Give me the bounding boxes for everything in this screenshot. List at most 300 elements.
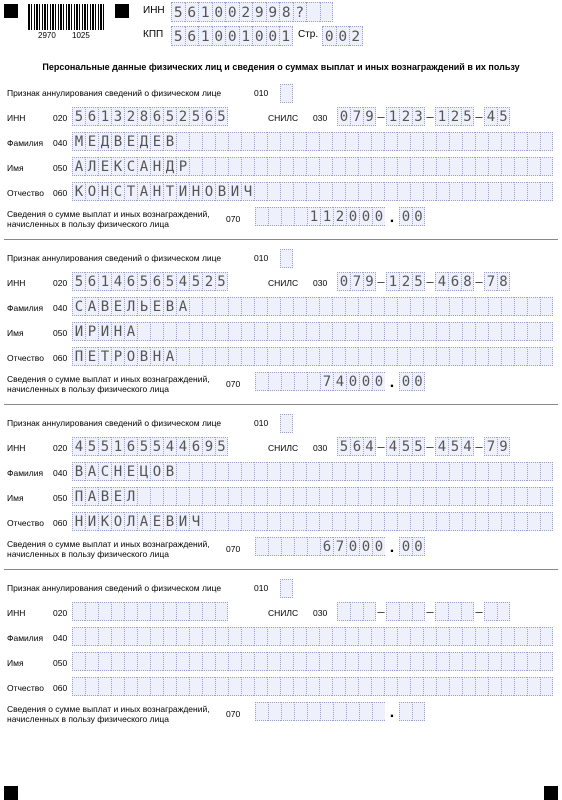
amount-label-line1: Сведения о сумме выплат и иных вознаграждений, xyxy=(7,374,210,384)
inn-label: ИНН xyxy=(7,608,26,618)
corner-marker-bottom-right xyxy=(544,786,558,800)
char-cell xyxy=(345,322,358,341)
char-cell: 4 xyxy=(435,272,448,291)
char-cell xyxy=(514,512,527,531)
char-cell xyxy=(163,677,176,696)
char-cell: 0 xyxy=(412,207,425,226)
char-cell: В xyxy=(111,132,124,151)
char-cell: И xyxy=(228,182,241,201)
char-cell: 0 xyxy=(346,372,359,391)
char-cell: 6 xyxy=(150,107,163,126)
char-cell xyxy=(462,182,475,201)
char-cell xyxy=(307,372,320,391)
char-cell xyxy=(345,512,358,531)
snils-dash: – xyxy=(377,274,385,289)
char-cell xyxy=(410,487,423,506)
char-cell xyxy=(163,652,176,671)
char-cell xyxy=(410,462,423,481)
char-cell xyxy=(85,677,98,696)
code-030: 030 xyxy=(313,443,328,453)
char-cell xyxy=(202,322,215,341)
char-cell xyxy=(501,512,514,531)
char-cell xyxy=(293,487,306,506)
char-cell xyxy=(85,602,98,621)
snils-group[interactable] xyxy=(386,437,425,456)
char-cell xyxy=(319,487,332,506)
char-cell xyxy=(384,512,397,531)
char-cell xyxy=(111,652,124,671)
char-cell xyxy=(241,627,254,646)
char-cell xyxy=(345,627,358,646)
char-cell xyxy=(397,182,410,201)
amount-label-line2: начисленных в пользу физического лица xyxy=(7,384,169,394)
char-cell xyxy=(189,462,202,481)
char-cell: И xyxy=(72,322,85,341)
char-cell xyxy=(345,652,358,671)
char-cell xyxy=(371,627,384,646)
char-cell xyxy=(540,627,553,646)
patronymic-field[interactable] xyxy=(72,512,553,531)
char-cell xyxy=(488,462,501,481)
snils-dash: – xyxy=(377,439,385,454)
char-cell: А xyxy=(72,157,85,176)
char-cell: 9 xyxy=(497,437,510,456)
char-cell: Е xyxy=(124,132,137,151)
char-cell xyxy=(475,487,488,506)
char-cell: 0 xyxy=(359,372,372,391)
section-divider xyxy=(4,239,558,240)
char-cell: Д xyxy=(163,157,176,176)
char-cell: Р xyxy=(111,347,124,366)
amount-fraction[interactable] xyxy=(399,372,425,391)
char-cell xyxy=(319,182,332,201)
char-cell xyxy=(281,372,294,391)
char-cell xyxy=(293,132,306,151)
char-cell xyxy=(228,652,241,671)
char-cell xyxy=(332,297,345,316)
char-cell: 0 xyxy=(322,26,336,46)
char-cell: 2 xyxy=(399,107,412,126)
char-cell xyxy=(163,487,176,506)
char-cell: Л xyxy=(124,487,137,506)
page-number-field[interactable] xyxy=(322,26,363,46)
snils-group[interactable] xyxy=(337,107,376,126)
snils-group[interactable] xyxy=(337,437,376,456)
char-cell xyxy=(384,297,397,316)
char-cell xyxy=(527,487,540,506)
char-cell xyxy=(319,627,332,646)
snils-field[interactable] xyxy=(337,602,510,621)
char-cell xyxy=(254,652,267,671)
code-050: 050 xyxy=(53,163,68,173)
char-cell xyxy=(228,627,241,646)
char-cell xyxy=(150,322,163,341)
name-field[interactable] xyxy=(72,322,553,341)
char-cell xyxy=(163,602,176,621)
char-cell xyxy=(319,652,332,671)
char-cell: 5 xyxy=(171,26,185,46)
char-cell: 0 xyxy=(372,537,385,556)
code-060: 060 xyxy=(53,188,68,198)
char-cell xyxy=(163,322,176,341)
char-cell: Ч xyxy=(189,512,202,531)
char-cell: 6 xyxy=(185,2,199,22)
char-cell: 2 xyxy=(239,2,253,22)
cancel-flag-field[interactable] xyxy=(280,84,293,103)
char-cell xyxy=(371,487,384,506)
surname-field[interactable] xyxy=(72,297,553,316)
char-cell xyxy=(176,677,189,696)
char-cell xyxy=(501,462,514,481)
char-cell xyxy=(475,512,488,531)
cancel-flag-label: Признак аннулирования сведений о физическом лице xyxy=(7,88,222,98)
char-cell xyxy=(436,677,449,696)
char-cell xyxy=(72,652,85,671)
code-060: 060 xyxy=(53,353,68,363)
char-cell xyxy=(384,487,397,506)
char-cell xyxy=(397,297,410,316)
section-divider xyxy=(4,569,558,570)
char-cell: М xyxy=(72,132,85,151)
code-030: 030 xyxy=(313,608,328,618)
char-cell xyxy=(358,132,371,151)
char-cell xyxy=(150,677,163,696)
patronymic-label: Отчество xyxy=(7,188,44,198)
char-cell xyxy=(241,347,254,366)
char-cell: 1 xyxy=(386,107,399,126)
snils-field[interactable] xyxy=(337,437,510,456)
char-cell: 0 xyxy=(372,372,385,391)
char-cell xyxy=(462,462,475,481)
char-cell xyxy=(267,157,280,176)
char-cell xyxy=(371,652,384,671)
snils-group[interactable] xyxy=(435,272,474,291)
code-040: 040 xyxy=(53,633,68,643)
char-cell xyxy=(176,322,189,341)
amount-fraction[interactable] xyxy=(399,537,425,556)
name-label: Имя xyxy=(7,658,24,668)
amount-field[interactable] xyxy=(255,702,425,721)
char-cell xyxy=(189,627,202,646)
char-cell xyxy=(462,157,475,176)
char-cell xyxy=(319,462,332,481)
char-cell xyxy=(527,677,540,696)
char-cell xyxy=(475,182,488,201)
char-cell: 5 xyxy=(215,272,228,291)
char-cell: 4 xyxy=(435,437,448,456)
char-cell: 9 xyxy=(266,2,280,22)
char-cell: 5 xyxy=(337,437,350,456)
char-cell xyxy=(215,322,228,341)
char-cell: А xyxy=(85,487,98,506)
char-cell xyxy=(150,627,163,646)
char-cell: С xyxy=(72,297,85,316)
char-cell xyxy=(176,347,189,366)
surname-field[interactable] xyxy=(72,132,553,151)
char-cell xyxy=(202,512,215,531)
code-020: 020 xyxy=(53,278,68,288)
char-cell xyxy=(488,487,501,506)
char-cell: ? xyxy=(293,2,307,22)
char-cell xyxy=(423,512,436,531)
char-cell xyxy=(176,132,189,151)
char-cell xyxy=(280,132,293,151)
char-cell xyxy=(228,157,241,176)
char-cell: А xyxy=(176,297,189,316)
char-cell xyxy=(436,487,449,506)
char-cell xyxy=(423,652,436,671)
char-cell xyxy=(410,297,423,316)
char-cell xyxy=(254,627,267,646)
char-cell xyxy=(358,627,371,646)
patronymic-field[interactable] xyxy=(72,347,553,366)
surname-label: Фамилия xyxy=(7,303,44,313)
name-field[interactable] xyxy=(72,652,553,671)
snils-group[interactable] xyxy=(435,602,474,621)
amount-fraction[interactable] xyxy=(399,702,425,721)
char-cell xyxy=(358,297,371,316)
char-cell xyxy=(501,487,514,506)
header-inn-label: ИНН xyxy=(143,5,165,16)
char-cell xyxy=(268,537,281,556)
cancel-flag-field[interactable] xyxy=(280,414,293,433)
char-cell xyxy=(410,627,423,646)
char-cell xyxy=(514,347,527,366)
char-cell xyxy=(397,487,410,506)
snils-group[interactable] xyxy=(484,437,510,456)
char-cell xyxy=(527,652,540,671)
char-cell xyxy=(410,157,423,176)
char-cell xyxy=(423,157,436,176)
char-cell xyxy=(267,182,280,201)
char-cell xyxy=(281,207,294,226)
char-cell: И xyxy=(85,512,98,531)
char-cell xyxy=(527,157,540,176)
char-cell xyxy=(475,627,488,646)
char-cell xyxy=(280,487,293,506)
snils-group[interactable] xyxy=(386,107,425,126)
char-cell xyxy=(202,157,215,176)
char-cell xyxy=(241,322,254,341)
char-cell xyxy=(137,652,150,671)
char-cell xyxy=(267,132,280,151)
char-cell: 4 xyxy=(111,272,124,291)
char-cell: И xyxy=(176,182,189,201)
char-cell xyxy=(397,157,410,176)
surname-field[interactable] xyxy=(72,462,553,481)
code-050: 050 xyxy=(53,493,68,503)
char-cell xyxy=(228,512,241,531)
char-cell xyxy=(345,462,358,481)
char-cell xyxy=(358,157,371,176)
char-cell xyxy=(449,132,462,151)
char-cell xyxy=(332,182,345,201)
char-cell xyxy=(412,602,425,621)
char-cell xyxy=(255,702,268,721)
snils-group[interactable] xyxy=(435,437,474,456)
char-cell: А xyxy=(137,182,150,201)
char-cell xyxy=(228,677,241,696)
patronymic-field[interactable] xyxy=(72,677,553,696)
inn-field[interactable] xyxy=(72,272,228,291)
char-cell: 7 xyxy=(320,372,333,391)
code-040: 040 xyxy=(53,468,68,478)
char-cell xyxy=(319,132,332,151)
char-cell xyxy=(228,487,241,506)
char-cell xyxy=(267,652,280,671)
code-070: 070 xyxy=(226,544,241,554)
amount-field[interactable] xyxy=(255,372,425,391)
char-cell xyxy=(294,537,307,556)
char-cell: 5 xyxy=(215,437,228,456)
char-cell: Н xyxy=(150,157,163,176)
surname-field[interactable] xyxy=(72,627,553,646)
patronymic-field[interactable] xyxy=(72,182,553,201)
char-cell xyxy=(267,627,280,646)
snils-group[interactable] xyxy=(435,107,474,126)
snils-group[interactable] xyxy=(484,272,510,291)
char-cell xyxy=(150,602,163,621)
char-cell xyxy=(215,512,228,531)
snils-group[interactable] xyxy=(337,272,376,291)
char-cell: П xyxy=(72,487,85,506)
char-cell xyxy=(320,702,333,721)
code-010: 010 xyxy=(254,253,269,263)
inn-field[interactable] xyxy=(72,602,228,621)
char-cell xyxy=(254,157,267,176)
char-cell xyxy=(176,602,189,621)
char-cell xyxy=(215,132,228,151)
char-cell: 0 xyxy=(266,26,280,46)
header-kpp-field[interactable] xyxy=(171,26,293,46)
header-inn-field[interactable] xyxy=(171,2,333,22)
char-cell xyxy=(501,132,514,151)
char-cell: Е xyxy=(150,297,163,316)
amount-field[interactable] xyxy=(255,537,425,556)
snils-field[interactable] xyxy=(337,107,510,126)
char-cell xyxy=(254,182,267,201)
char-cell xyxy=(475,347,488,366)
char-cell: 1 xyxy=(279,26,293,46)
char-cell: 4 xyxy=(386,437,399,456)
char-cell xyxy=(137,627,150,646)
char-cell: 1 xyxy=(98,107,111,126)
char-cell xyxy=(306,487,319,506)
char-cell xyxy=(319,322,332,341)
char-cell: Р xyxy=(176,157,189,176)
char-cell: 5 xyxy=(98,437,111,456)
char-cell xyxy=(514,182,527,201)
char-cell xyxy=(254,487,267,506)
char-cell xyxy=(241,652,254,671)
char-cell xyxy=(488,157,501,176)
char-cell xyxy=(371,182,384,201)
char-cell: 3 xyxy=(111,107,124,126)
char-cell: 0 xyxy=(359,537,372,556)
char-cell: 2 xyxy=(349,26,363,46)
char-cell xyxy=(436,462,449,481)
amount-fraction[interactable] xyxy=(399,207,425,226)
snils-group[interactable] xyxy=(337,602,376,621)
char-cell xyxy=(358,322,371,341)
snils-group[interactable] xyxy=(484,107,510,126)
char-cell xyxy=(397,677,410,696)
char-cell xyxy=(372,702,385,721)
snils-group[interactable] xyxy=(386,602,425,621)
char-cell xyxy=(332,652,345,671)
char-cell: 8 xyxy=(137,107,150,126)
char-cell: О xyxy=(111,512,124,531)
char-cell: 6 xyxy=(124,272,137,291)
inn-field[interactable] xyxy=(72,107,228,126)
char-cell: 1 xyxy=(98,272,111,291)
char-cell xyxy=(332,512,345,531)
snils-field[interactable] xyxy=(337,272,510,291)
decimal-point: . xyxy=(389,209,395,226)
name-label: Имя xyxy=(7,163,24,173)
patronymic-label: Отчество xyxy=(7,353,44,363)
amount-field[interactable] xyxy=(255,207,425,226)
code-030: 030 xyxy=(313,278,328,288)
char-cell xyxy=(280,414,293,433)
char-cell xyxy=(124,652,137,671)
char-cell xyxy=(345,157,358,176)
char-cell xyxy=(280,297,293,316)
name-field[interactable] xyxy=(72,157,553,176)
char-cell xyxy=(306,132,319,151)
cancel-flag-field[interactable] xyxy=(280,579,293,598)
char-cell: 1 xyxy=(198,26,212,46)
char-cell: 1 xyxy=(435,107,448,126)
char-cell: Л xyxy=(124,297,137,316)
char-cell xyxy=(280,157,293,176)
snils-group[interactable] xyxy=(484,602,510,621)
char-cell xyxy=(514,297,527,316)
char-cell xyxy=(320,2,334,22)
char-cell xyxy=(306,512,319,531)
char-cell xyxy=(435,602,448,621)
char-cell xyxy=(202,677,215,696)
char-cell xyxy=(345,677,358,696)
cancel-flag-field[interactable] xyxy=(280,249,293,268)
char-cell xyxy=(202,462,215,481)
char-cell xyxy=(202,487,215,506)
char-cell xyxy=(163,627,176,646)
char-cell xyxy=(449,487,462,506)
snils-group[interactable] xyxy=(386,272,425,291)
amount-label-line1: Сведения о сумме выплат и иных вознаграждений, xyxy=(7,209,210,219)
char-cell: Е xyxy=(85,132,98,151)
char-cell xyxy=(384,132,397,151)
name-field[interactable] xyxy=(72,487,553,506)
amount-label-line2: начисленных в пользу физического лица xyxy=(7,549,169,559)
char-cell xyxy=(294,702,307,721)
char-cell xyxy=(423,322,436,341)
char-cell: Т xyxy=(163,182,176,201)
char-cell xyxy=(241,512,254,531)
char-cell xyxy=(514,157,527,176)
char-cell xyxy=(267,297,280,316)
char-cell: 5 xyxy=(448,437,461,456)
char-cell xyxy=(345,487,358,506)
char-cell: А xyxy=(137,157,150,176)
char-cell xyxy=(280,652,293,671)
inn-field[interactable] xyxy=(72,437,228,456)
char-cell xyxy=(254,322,267,341)
char-cell xyxy=(215,602,228,621)
code-060: 060 xyxy=(53,683,68,693)
snils-dash: – xyxy=(426,274,434,289)
